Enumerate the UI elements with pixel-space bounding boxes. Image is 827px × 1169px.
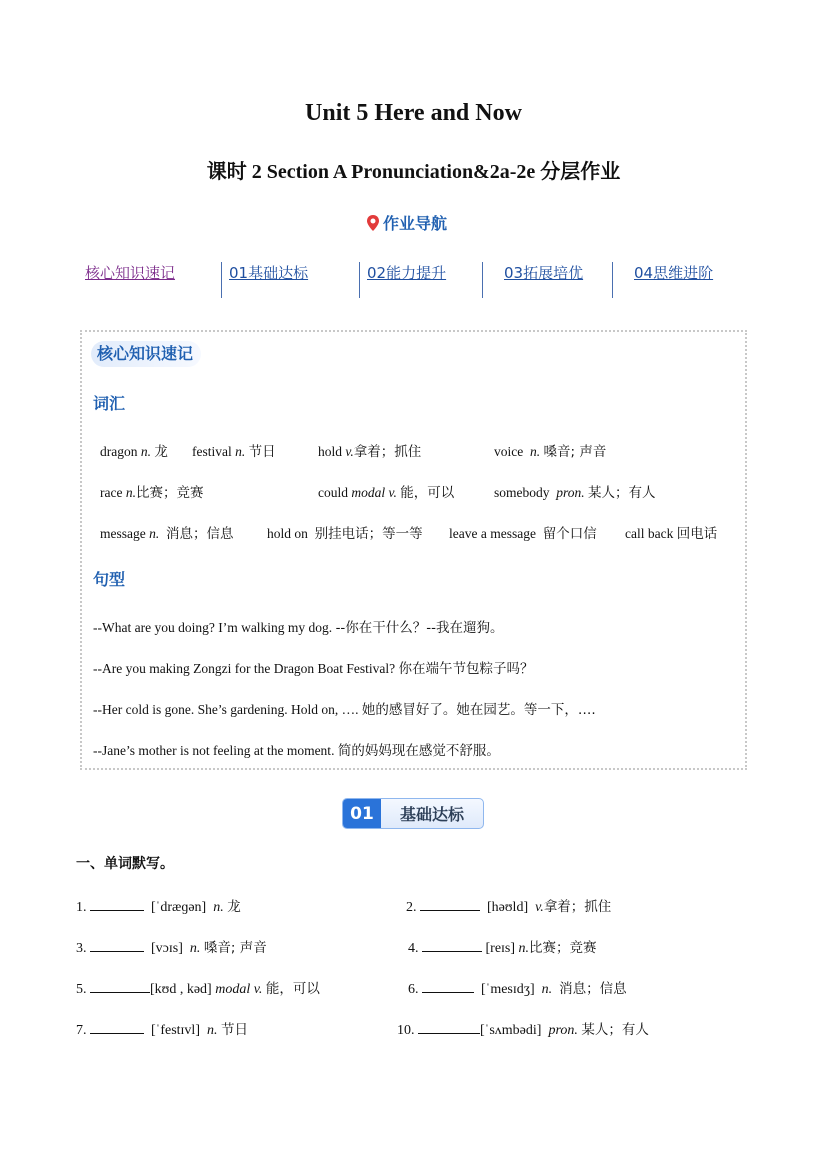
question-item: 4. [reɪs] n.比赛；竞赛 [408,936,597,957]
knowledge-heading: 核心知识速记 [91,341,201,367]
sentence-item: --Her cold is gone. She’s gardening. Hold on, …. 她的感冒好了。她在园艺。等一下，…. [93,702,596,718]
vocab-entry: call back 回电话 [625,526,718,542]
question-item: 10. [ˈsʌmbədi] pron. 某人；有人 [397,1018,649,1039]
question-item: 3. [vɔɪs] n. 嗓音; 声音 [76,936,267,957]
answer-blank[interactable] [418,1019,480,1034]
vocab-entry: could modal v. 能，可以 [318,485,455,501]
vocab-entry: leave a message 留个口信 [449,526,597,542]
nav-divider [612,262,613,298]
answer-blank[interactable] [422,937,482,952]
vocab-entry: message n. 消息；信息 [100,526,234,542]
sentence-item: --Are you making Zongzi for the Dragon Boat Festival? 你在端午节包粽子吗？ [93,661,534,677]
nav-divider [221,262,222,298]
location-pin-icon [366,214,380,232]
question-item: 6. [ˈmesɪdʒ] n. 消息；信息 [408,977,627,998]
page-title: Unit 5 Here and Now [305,100,522,126]
vocab-entry: festival n. 节日 [192,444,276,460]
question-item: 2. [həʊld] v.拿着；抓住 [406,895,611,916]
nav-divider [359,262,360,298]
vocab-entry: hold v.拿着；抓住 [318,444,422,460]
question-item: 1. [ˈdræɡən] n. 龙 [76,895,241,916]
vocab-entry: voice n. 嗓音; 声音 [494,444,607,460]
sentence-label: 句型 [93,570,126,589]
section-label: 基础达标 [399,805,464,824]
sentence-item: --Jane’s mother is not feeling at the moment. 简的妈妈现在感觉不舒服。 [93,743,500,759]
section-number: 01 [343,798,381,829]
vocab-label: 词汇 [93,394,126,413]
answer-blank[interactable] [90,896,144,911]
nav-heading [366,211,447,234]
answer-blank[interactable] [90,1019,144,1034]
nav-link-core-knowledge[interactable]: 核心知识速记 [85,264,176,282]
nav-link-04[interactable]: 04思维进阶 [634,264,714,282]
section-01-badge [342,798,484,829]
question-item: 5. [kʊd , kəd] modal v. 能，可以 [76,977,320,998]
nav-label: 作业导航 [383,214,448,233]
vocab-entry: race n.比赛；竞赛 [100,485,204,501]
part-title: 一、单词默写。 [76,856,174,872]
vocab-entry: hold on 别挂电话；等一等 [267,526,423,542]
sentence-item: --What are you doing? I’m walking my dog. --你在干什么？--我在遛狗。 [93,620,504,636]
answer-blank[interactable] [90,978,150,993]
page-subtitle: 课时 2 Section A Pronunciation&2a-2e 分层作业 [206,161,621,183]
nav-link-02[interactable]: 02能力提升 [367,264,447,282]
nav-divider [482,262,483,298]
vocab-entry: somebody pron. 某人；有人 [494,485,656,501]
nav-link-03[interactable]: 03拓展培优 [504,264,584,282]
answer-blank[interactable] [420,896,480,911]
vocab-entry: dragon n. 龙 [100,444,168,460]
answer-blank[interactable] [422,978,474,993]
nav-link-01[interactable]: 01基础达标 [229,264,309,282]
question-item: 7. [ˈfestɪvl] n. 节日 [76,1018,248,1039]
answer-blank[interactable] [90,937,144,952]
